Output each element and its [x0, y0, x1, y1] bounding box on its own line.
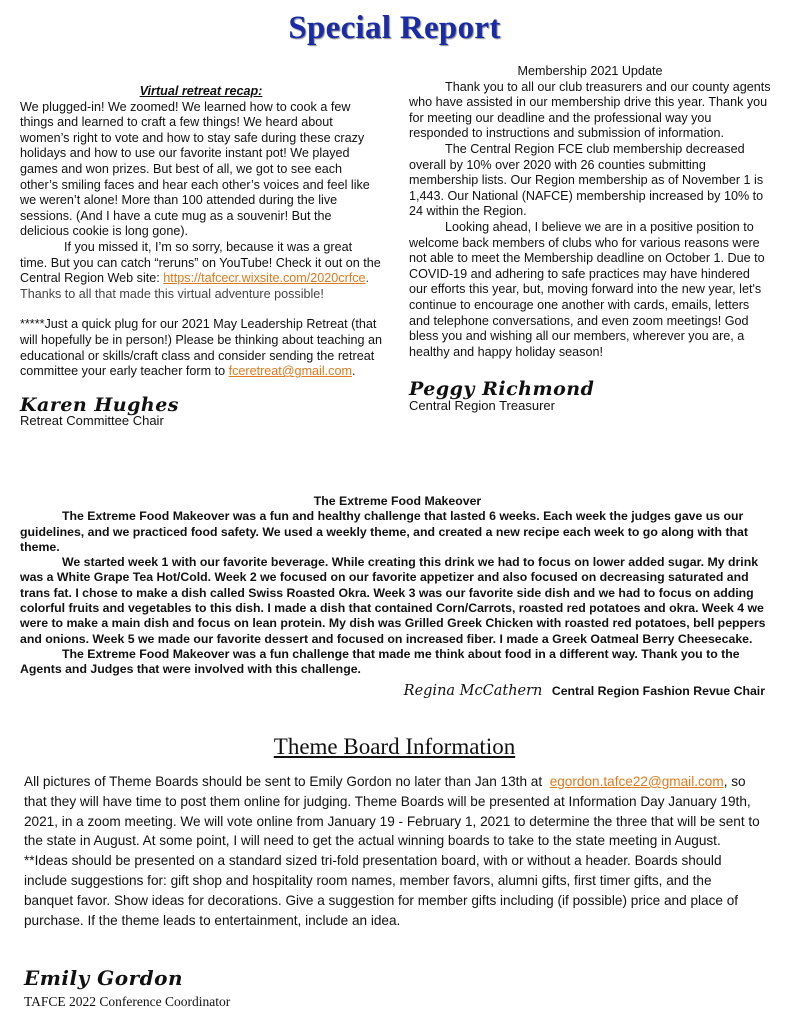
- regina-mccathern-signature: Regina McCathern: [403, 682, 543, 699]
- leadership-retreat-text: *****Just a quick plug for our 2021 May Leadership Retreat (that will hopefully be in person!) Please be thinking about teaching an educational or skills/craft class and consider sending the retreat committee your early teacher form to: [20, 317, 382, 379]
- food-makeover-section: [20, 494, 775, 699]
- theme-board-paragraph-1: [24, 772, 764, 851]
- food-makeover-heading: The Extreme Food Makeover: [313, 494, 482, 508]
- retreat-recap-heading: Virtual retreat recap:: [139, 84, 263, 98]
- food-makeover-signature-line: [20, 684, 775, 699]
- retreat-recap-paragraph-2-text: If you missed it, I’m so sorry, because it was a great time. But you can catch “reruns” on YouTube! Check it out on the Central Region Web site:: [20, 239, 381, 286]
- region-website-link[interactable]: https://tafcecr.wixsite.com/2020crfce: [163, 271, 366, 286]
- retreat-recap-paragraph-1: We plugged-in! We zoomed! We learned how to cook a few things and learned to craft a few things! We heard about women’s right to vote and how to stay safe during these crazy holidays and how to use our favorite instant pot! We played games and won prizes. But best of all, we got to see each other’s smiling faces and hear each other’s voices and feel like we weren’t alone! More than 100 attended during the live sessions. (And I have a cute mug as a souvenir! But the delicious cookie is long gone).: [20, 99, 370, 239]
- emily-gordon-signature: Emily Gordon: [24, 966, 184, 990]
- page-title: Special Report: [288, 10, 501, 46]
- retreat-recap-paragraph-2-end: . Thanks to all that made this virtual adventure possible!: [20, 271, 370, 301]
- membership-heading: Membership 2021 Update: [517, 64, 663, 78]
- food-makeover-paragraph-2: We started week 1 with our favorite beverage. While creating this drink we had to focus on lower added sugar. My drink was a White Grape Tea Hot/Cold. Week 2 we focused on our favorite appetizer and also focused on decreasing saturated and trans fat. I chose to make a dish called Swiss Roasted Okra. Week 3 was our favorite side dish and we had to focus on adding colorful fruits and vegetables to this dish. I made a dish that contained Corn/Carrots, roasted red potatoes and okra. Week 4 we were to make a main dish and focus on lean protein. My dish was Grilled Greek Chicken with roasted red potatoes, bell peppers and onions. Week 5 we made our favorite dessert and focused on increased fiber. I made a Greek Oatmeal Berry Cheesecake.: [20, 555, 766, 646]
- theme-board-paragraph-1-end: , so that they will have time to post them online for judging. Theme Boards will be presented at Information Day January 19th, 2021, in a zoom meeting. We will vote online from January 19 - February 1, 2021 to determine the three that will be sent to the state in August. At some point, I will need to get the actual winning boards to take to the state meeting in August.: [24, 774, 760, 849]
- theme-board-heading: Theme Board Information: [273, 734, 516, 759]
- membership-paragraph-2: The Central Region FCE club membership decreased overall by 10% over 2020 with 26 counties submitting membership lists. Our Region membership as of November 1 is 1,443. Our National (NAFCE) membership increased by 10% to 24 within the Region.: [409, 141, 764, 219]
- membership-column: [409, 64, 771, 413]
- food-makeover-paragraph-3: The Extreme Food Makeover was a fun challenge that made me think about food in a different way. Thank you to the Agents and Judges that were involved with this challenge.: [20, 646, 740, 677]
- emily-gordon-signature-block: [24, 966, 230, 1010]
- membership-paragraph-1: Thank you to all our club treasurers and our county agents who have assisted in our membership drive this year. Thank you for meeting our deadline and the professional way you responded to instructions and submission of information.: [409, 79, 771, 141]
- theme-board-email-link[interactable]: egordon.tafce22@gmail.com: [549, 774, 724, 789]
- food-makeover-paragraph-1: The Extreme Food Makeover was a fun and healthy challenge that lasted 6 weeks. Each week the judges gave us our guidelines, and we practiced food safety. We used a weekly theme, and created a new recipe each week to go along with that theme.: [20, 509, 748, 554]
- theme-board-section: [24, 772, 764, 930]
- retreat-email-link[interactable]: fceretreat@gmail.com: [228, 364, 352, 379]
- leadership-retreat-paragraph: [20, 317, 382, 379]
- membership-paragraph-3: Looking ahead, I believe we are in a positive position to welcome back members of clubs who for various reasons were not able to meet the Membership deadline on October 1. Due to COVID-19 and adhering to safe practices may have hindered our efforts this year, but, moving forward into the new year, let's continue to encourage one another with cards, emails, letters and telephone conversations, and even zoom meetings! God bless you and wishing all our members, wherever you are, a healthy and happy holiday season!: [409, 219, 765, 359]
- karen-hughes-signature: Karen Hughes: [20, 393, 180, 416]
- karen-hughes-role: Retreat Committee Chair: [20, 413, 164, 429]
- emily-gordon-role: TAFCE 2022 Conference Coordinator: [24, 994, 231, 1009]
- peggy-richmond-role: Central Region Treasurer: [409, 397, 555, 413]
- leadership-retreat-end: .: [351, 364, 356, 379]
- regina-mccathern-role: Central Region Fashion Revue Chair: [551, 683, 765, 698]
- retreat-recap-column: [20, 84, 382, 429]
- theme-board-paragraph-2: **Ideas should be presented on a standard sized tri-fold presentation board, with or without a header. Boards should include suggestions for: gift shop and hospitality room names, member favors, alumni gifts, first timer gifts, and the banquet favor. Show ideas for decorations. Give a suggestion for member gifts including (if possible) price and place of purchase. If the theme leads to entertainment, include an idea.: [24, 853, 739, 928]
- retreat-recap-paragraph-2: [20, 240, 382, 302]
- peggy-richmond-signature: Peggy Richmond: [409, 378, 595, 401]
- theme-board-paragraph-1-start: All pictures of Theme Boards should be sent to Emily Gordon no later than Jan 13th at: [24, 774, 543, 789]
